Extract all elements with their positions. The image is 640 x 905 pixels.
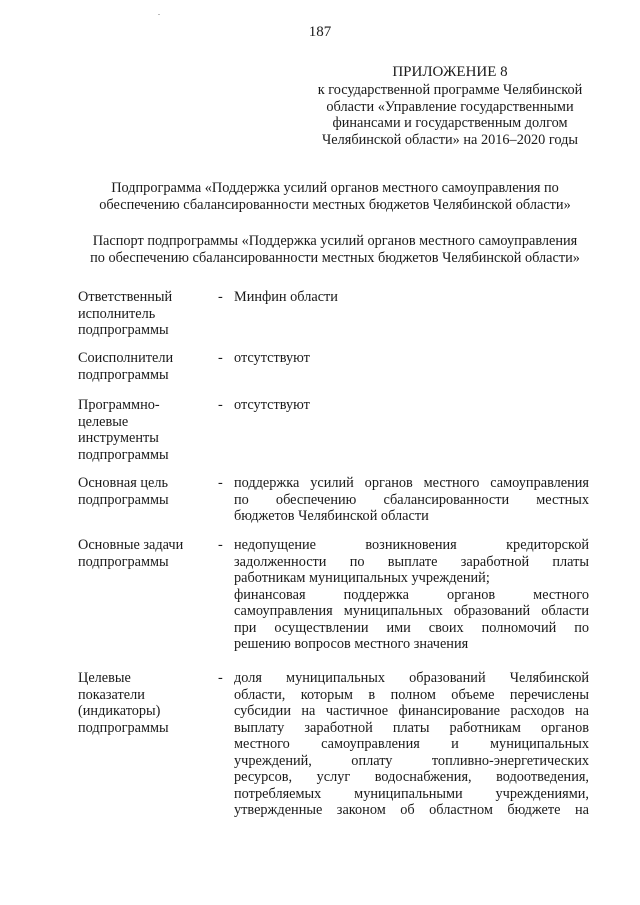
row-dash: -: [218, 475, 223, 491]
appendix-line: области «Управление государственными: [326, 98, 574, 115]
appendix-header: [300, 64, 600, 148]
row-value-line: области, которым в полном объеме перечислены: [234, 686, 589, 703]
row-label-line: исполнитель: [78, 305, 156, 322]
row-value-line: работникам муниципальных учреждений;: [234, 570, 490, 586]
row-value-line: отсутствуют: [234, 397, 310, 413]
row-label: [78, 537, 208, 570]
row-label-line: подпрограммы: [78, 553, 169, 570]
row-label: [78, 350, 208, 383]
row-label-line: подпрограммы: [78, 322, 169, 338]
row-value-line: местного самоуправления и муниципальных: [234, 736, 589, 752]
row-label-line: Ответственный: [78, 289, 173, 305]
row-dash: -: [218, 397, 223, 413]
row-value-line: при осуществлении ими своих полномочий по: [234, 619, 589, 636]
subprogram-title: [70, 180, 600, 213]
appendix-line: к государственной программе Челябинской: [317, 82, 583, 98]
row-label-line: (индикаторы): [78, 703, 161, 719]
row-label: [78, 289, 208, 339]
subprogram-title-line: Подпрограмма «Поддержка усилий органов местного самоуправления по: [111, 180, 559, 196]
row-value: [234, 397, 589, 414]
row-value-line: потребляемых муниципальными учреждениями,: [234, 785, 589, 802]
row-label: [78, 670, 208, 736]
row-value-line: отсутствуют: [234, 350, 310, 366]
row-label: [78, 475, 208, 508]
page-number: 187: [308, 24, 332, 40]
row-value-line: по обеспечению сбалансированности местных: [234, 491, 589, 508]
row-value-line: недопущение возникновения кредиторской: [234, 537, 589, 553]
row-label-line: подпрограммы: [78, 366, 169, 383]
row-value-line: Минфин области: [234, 289, 338, 305]
row-value-line: субсидии на частичное финансирование расходов на: [234, 703, 589, 719]
row-label-line: подпрограммы: [78, 719, 169, 736]
row-label-line: подпрограммы: [78, 491, 169, 508]
row-value: [234, 289, 589, 306]
row-label-line: Программно-: [78, 397, 160, 413]
row-label-line: Основная цель: [78, 475, 169, 491]
row-value-line: задолженности по выплате заработной платы: [234, 553, 589, 570]
row-value: [234, 670, 589, 819]
row-dash: -: [218, 289, 223, 305]
row-value-line: финансовая поддержка органов местного: [234, 586, 589, 603]
appendix-line: финансами и государственным долгом: [332, 115, 568, 131]
row-label-line: Основные задачи: [78, 537, 184, 553]
row-value-line: самоуправления муниципальных образований области: [234, 603, 589, 619]
row-value-line: ресурсов, услуг водоснабжения, водоотведения,: [234, 769, 589, 785]
appendix-title: ПРИЛОЖЕНИЕ 8: [392, 64, 508, 80]
row-label-line: целевые: [78, 413, 129, 430]
row-value-line: учреждений, оплату топливно-энергетических: [234, 752, 589, 769]
row-value-line: выплату заработной платы работникам органов: [234, 719, 589, 736]
row-label-line: показатели: [78, 686, 145, 703]
row-dash: -: [218, 670, 223, 686]
row-value: [234, 537, 589, 653]
row-value-line: бюджетов Челябинской области: [234, 508, 429, 524]
row-value-line: утвержденные законом об областном бюджете на: [234, 802, 589, 818]
row-label: [78, 397, 208, 463]
row-dash: -: [218, 350, 223, 366]
row-label-line: подпрограммы: [78, 446, 169, 463]
passport-title: [60, 233, 610, 266]
row-dash: -: [218, 537, 223, 553]
passport-title-line: по обеспечению сбалансированности местных бюджетов Челябинской области»: [90, 249, 580, 266]
row-value: [234, 350, 589, 367]
row-label-line: Целевые: [78, 670, 131, 686]
row-value-line: решению вопросов местного значения: [234, 636, 469, 652]
scan-artifact: [158, 14, 160, 15]
row-label-line: инструменты: [78, 430, 159, 446]
subprogram-title-line: обеспечению сбалансированности местных бюджетов Челябинской области»: [99, 196, 571, 213]
row-value: [234, 475, 589, 525]
row-value-line: доля муниципальных образований Челябинской: [234, 670, 589, 686]
appendix-line: Челябинской области» на 2016–2020 годы: [322, 131, 578, 148]
row-label-line: Соисполнители: [78, 350, 174, 366]
passport-title-line: Паспорт подпрограммы «Поддержка усилий органов местного самоуправления: [92, 233, 578, 249]
row-value-line: поддержка усилий органов местного самоуправления: [234, 475, 589, 491]
